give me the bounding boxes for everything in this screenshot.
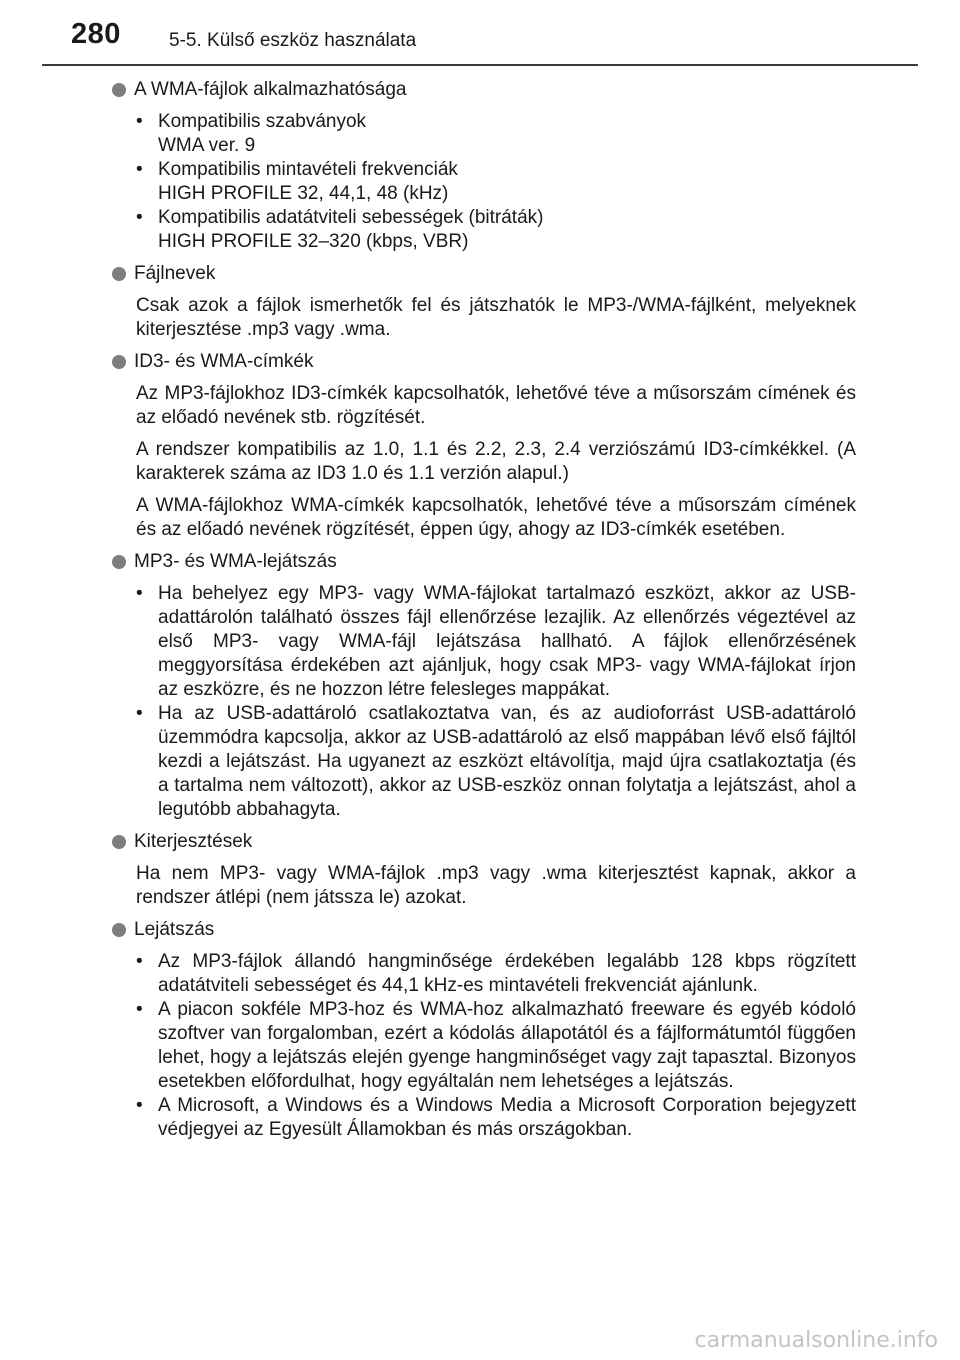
list-item-detail: WMA ver. 9 — [158, 135, 256, 156]
list-item-text: • Kompatibilis adatátviteli sebességek (bitráták) — [158, 207, 544, 228]
chapter-title: 5-5. Külső eszköz használata — [169, 30, 417, 51]
list-item-text: • Kompatibilis szabványok — [158, 111, 367, 132]
section-extensions — [112, 830, 856, 910]
list-item — [158, 206, 856, 254]
list-item: • Ha az USB-adattároló csatlakoztatva van, és az audioforrást USB-adattároló üzemmódra kapcsolja, akkor az USB-adattároló az első mappában lévő első fájltól kezdi a lejátszást. Ha ugyanezt az eszközt eltávolítja, majd újra csatlakoztatja (és a tartalma nem változott), akkor az USB-eszköz onnan folytatja a lejátszást, ahol a legutóbb abbahagyta. — [158, 702, 856, 822]
bullet-list — [112, 950, 856, 1142]
section-tags — [112, 350, 856, 542]
bullet-list — [112, 582, 856, 822]
section-heading — [112, 550, 856, 574]
section-heading — [112, 262, 856, 286]
bullet-dot-icon — [112, 267, 126, 281]
paragraph: A rendszer kompatibilis az 1.0, 1.1 és 2.2, 2.3, 2.4 verziószámú ID3-címkékkel. (A karakterek száma az ID3 1.0 és 1.1 verzión alapul.) — [136, 439, 856, 484]
list-item: • Az MP3-fájlok állandó hangminősége érdekében legalább 128 kbps rögzített adatátviteli sebességet és 44,1 kHz-es mintavételi frekvenciát ajánlunk. — [158, 950, 856, 998]
page-number: 280 — [71, 18, 121, 50]
bullet-dot-icon — [112, 555, 126, 569]
section-title: MP3- és WMA-lejátszás — [134, 551, 337, 572]
paragraph: Csak azok a fájlok ismerhetők fel és játszhatók le MP3-/WMA-fájlként, melyeknek kiterjesztése .mp3 vagy .wma. — [136, 295, 856, 340]
section-heading — [112, 78, 856, 102]
section-heading — [112, 918, 856, 942]
section-title: Kiterjesztések — [134, 831, 253, 852]
bullet-dot-icon — [112, 923, 126, 937]
list-item — [158, 110, 856, 158]
watermark: carmanualsonline.info — [694, 1328, 938, 1353]
section-title: A WMA-fájlok alkalmazhatósága — [134, 79, 407, 100]
paragraph: A WMA-fájlokhoz WMA-címkék kapcsolhatók, lehetővé téve a műsorszám címének és az előadó nevének rögzítését, éppen úgy, ahogy az ID3-címkék esetében. — [136, 495, 856, 540]
section-heading — [112, 830, 856, 854]
list-item-detail: HIGH PROFILE 32–320 (kbps, VBR) — [158, 231, 469, 252]
section-title: ID3- és WMA-címkék — [134, 351, 314, 372]
bullet-dot-icon — [112, 83, 126, 97]
list-item: • A Microsoft, a Windows és a Windows Media a Microsoft Corporation bejegyzett védjegyei az Egyesült Államokban és más országokban. — [158, 1094, 856, 1142]
section-playback — [112, 918, 856, 1142]
list-item — [158, 158, 856, 206]
bullet-list — [112, 110, 856, 254]
list-item-detail: HIGH PROFILE 32, 44,1, 48 (kHz) — [158, 183, 449, 204]
bullet-dot-icon — [112, 835, 126, 849]
list-item: • A piacon sokféle MP3-hoz és WMA-hoz alkalmazható freeware és egyéb kódoló szoftver van forgalomban, ezért a kódolás állapotától és a fájlformátumtól függően lehet, hogy a lejátszás elején gyenge hangminőséget vagy zajt tapasztal. Bizonyos esetekben előfordulhat, hogy egyáltalán nem lehetséges a lejátszás. — [158, 998, 856, 1094]
section-playback-mp3-wma — [112, 550, 856, 822]
section-title: Fájlnevek — [134, 263, 216, 284]
section-filenames — [112, 262, 856, 342]
list-item-text: • Kompatibilis mintavételi frekvenciák — [158, 159, 458, 180]
bullet-dot-icon — [112, 355, 126, 369]
page-content — [112, 78, 856, 1150]
section-heading — [112, 350, 856, 374]
paragraph: Ha nem MP3- vagy WMA-fájlok .mp3 vagy .wma kiterjesztést kapnak, akkor a rendszer átlépi (nem játssza le) azokat. — [136, 863, 856, 908]
section-wma-applicability — [112, 78, 856, 254]
section-title: Lejátszás — [134, 919, 215, 940]
page-header — [0, 0, 960, 66]
paragraph: Az MP3-fájlokhoz ID3-címkék kapcsolhatók, lehetővé téve a műsorszám címének és az előadó nevének stb. rögzítését. — [136, 383, 856, 428]
list-item: • Ha behelyez egy MP3- vagy WMA-fájlokat tartalmazó eszközt, akkor az USB-adattárolón található összes fájl ellenőrzése lezajlik. Az ellenőrzés végeztével az első MP3- vagy WMA-fájl lejátszása hallható. A fájlok ellenőrzésének meggyorsítása érdekében azt ajánljuk, hogy csak MP3- vagy WMA-fájlokat írjon az eszközre, és ne hozzon létre felesleges mappákat. — [158, 582, 856, 702]
header-divider — [42, 64, 918, 66]
